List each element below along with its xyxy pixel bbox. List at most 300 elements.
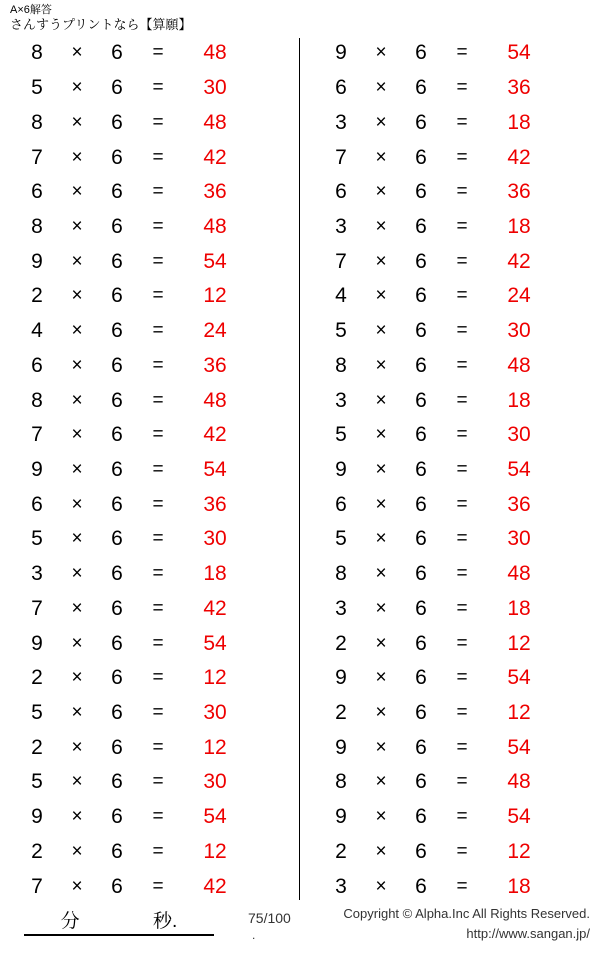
operand-b: 6 <box>415 423 427 447</box>
operand-a: 6 <box>31 353 43 377</box>
equals-icon: = <box>152 702 164 724</box>
operand-a: 8 <box>335 562 347 586</box>
operand-b: 6 <box>111 110 123 134</box>
times-icon: × <box>71 597 83 619</box>
operand-b: 6 <box>111 492 123 516</box>
problem-row <box>18 869 300 904</box>
operand-a: 9 <box>31 249 43 273</box>
times-icon: × <box>71 181 83 203</box>
column-divider <box>299 38 300 900</box>
times-icon: × <box>71 77 83 99</box>
answer-value: 12 <box>203 284 227 308</box>
times-icon: × <box>375 736 387 758</box>
problem-row <box>18 36 300 71</box>
equals-icon: = <box>456 736 468 758</box>
operand-b: 6 <box>415 527 427 551</box>
operand-b: 6 <box>111 805 123 829</box>
operand-b: 6 <box>415 214 427 238</box>
times-icon: × <box>71 389 83 411</box>
equals-icon: = <box>456 528 468 550</box>
equals-icon: = <box>152 771 164 793</box>
operand-a: 2 <box>335 839 347 863</box>
problem-row <box>18 418 300 453</box>
problem-row <box>322 314 600 349</box>
equals-icon: = <box>152 563 164 585</box>
times-icon: × <box>375 181 387 203</box>
operand-a: 9 <box>31 457 43 481</box>
operand-a: 3 <box>335 388 347 412</box>
answer-value: 48 <box>507 562 531 586</box>
operand-b: 6 <box>111 249 123 273</box>
page-title: A×6解答 <box>10 4 52 16</box>
equals-icon: = <box>152 285 164 307</box>
answer-value: 36 <box>203 180 227 204</box>
operand-b: 6 <box>111 701 123 725</box>
operand-a: 4 <box>31 319 43 343</box>
answer-value: 30 <box>507 423 531 447</box>
problem-row <box>18 348 300 383</box>
operand-b: 6 <box>111 76 123 100</box>
answer-value: 36 <box>203 492 227 516</box>
times-icon: × <box>375 77 387 99</box>
operand-b: 6 <box>415 41 427 65</box>
equals-icon: = <box>152 632 164 654</box>
seconds-label: 秒. <box>153 910 178 932</box>
equals-icon: = <box>456 250 468 272</box>
problem-columns <box>0 36 600 904</box>
answer-value: 30 <box>507 527 531 551</box>
operand-b: 6 <box>415 319 427 343</box>
operand-a: 3 <box>31 562 43 586</box>
page-footer <box>0 900 600 954</box>
times-icon: × <box>375 493 387 515</box>
times-icon: × <box>375 632 387 654</box>
problem-row <box>18 210 300 245</box>
problem-row <box>18 383 300 418</box>
equals-icon: = <box>456 667 468 689</box>
problem-row <box>322 71 600 106</box>
problem-row <box>322 487 600 522</box>
problem-row <box>18 244 300 279</box>
times-icon: × <box>71 840 83 862</box>
operand-b: 6 <box>415 353 427 377</box>
operand-b: 6 <box>415 666 427 690</box>
operand-a: 9 <box>335 735 347 759</box>
problem-row <box>322 557 600 592</box>
times-icon: × <box>375 320 387 342</box>
times-icon: × <box>71 875 83 897</box>
operand-a: 2 <box>335 701 347 725</box>
answer-value: 30 <box>203 701 227 725</box>
times-icon: × <box>71 424 83 446</box>
problem-row <box>18 279 300 314</box>
operand-b: 6 <box>111 527 123 551</box>
problem-row <box>18 314 300 349</box>
operand-b: 6 <box>415 457 427 481</box>
operand-a: 9 <box>335 41 347 65</box>
answer-value: 12 <box>507 839 531 863</box>
equals-icon: = <box>456 493 468 515</box>
equals-icon: = <box>152 215 164 237</box>
answer-value: 54 <box>203 805 227 829</box>
answer-value: 12 <box>507 631 531 655</box>
problem-column-left <box>0 36 300 904</box>
times-icon: × <box>375 111 387 133</box>
operand-b: 6 <box>415 492 427 516</box>
operand-a: 7 <box>335 249 347 273</box>
equals-icon: = <box>152 77 164 99</box>
answer-value: 48 <box>507 770 531 794</box>
answer-value: 54 <box>203 457 227 481</box>
operand-b: 6 <box>415 180 427 204</box>
problem-row <box>18 105 300 140</box>
operand-a: 8 <box>31 110 43 134</box>
problem-row <box>18 487 300 522</box>
times-icon: × <box>71 771 83 793</box>
problem-row <box>322 800 600 835</box>
operand-a: 9 <box>31 805 43 829</box>
times-icon: × <box>375 806 387 828</box>
equals-icon: = <box>456 875 468 897</box>
answer-value: 42 <box>507 249 531 273</box>
answer-value: 54 <box>507 735 531 759</box>
equals-icon: = <box>456 285 468 307</box>
times-icon: × <box>71 42 83 64</box>
operand-a: 7 <box>31 874 43 898</box>
equals-icon: = <box>456 146 468 168</box>
operand-a: 5 <box>335 423 347 447</box>
answer-value: 36 <box>507 76 531 100</box>
equals-icon: = <box>456 563 468 585</box>
times-icon: × <box>375 667 387 689</box>
problem-row <box>18 522 300 557</box>
operand-b: 6 <box>415 562 427 586</box>
operand-b: 6 <box>111 562 123 586</box>
answer-value: 18 <box>507 874 531 898</box>
operand-b: 6 <box>111 214 123 238</box>
equals-icon: = <box>456 702 468 724</box>
operand-b: 6 <box>111 631 123 655</box>
operand-a: 9 <box>335 666 347 690</box>
times-icon: × <box>375 597 387 619</box>
equals-icon: = <box>152 42 164 64</box>
copyright-text: Copyright © Alpha.Inc All Rights Reserved. <box>343 906 590 921</box>
problem-row <box>322 730 600 765</box>
answer-value: 54 <box>203 249 227 273</box>
operand-a: 5 <box>31 701 43 725</box>
times-icon: × <box>71 493 83 515</box>
answer-value: 54 <box>507 805 531 829</box>
problem-row <box>322 418 600 453</box>
operand-b: 6 <box>415 284 427 308</box>
times-icon: × <box>71 528 83 550</box>
answer-value: 18 <box>507 596 531 620</box>
equals-icon: = <box>456 597 468 619</box>
equals-icon: = <box>152 736 164 758</box>
operand-b: 6 <box>415 110 427 134</box>
operand-b: 6 <box>111 180 123 204</box>
problem-row <box>18 71 300 106</box>
times-icon: × <box>71 667 83 689</box>
operand-a: 5 <box>335 527 347 551</box>
equals-icon: = <box>152 146 164 168</box>
operand-b: 6 <box>111 596 123 620</box>
problem-row <box>322 36 600 71</box>
page-header <box>10 4 191 33</box>
operand-a: 8 <box>31 214 43 238</box>
times-icon: × <box>71 702 83 724</box>
times-icon: × <box>71 111 83 133</box>
problem-row <box>18 800 300 835</box>
problem-row <box>322 661 600 696</box>
equals-icon: = <box>152 111 164 133</box>
equals-icon: = <box>456 424 468 446</box>
equals-icon: = <box>456 806 468 828</box>
equals-icon: = <box>456 840 468 862</box>
operand-a: 6 <box>31 492 43 516</box>
answer-value: 36 <box>507 492 531 516</box>
operand-a: 6 <box>335 76 347 100</box>
operand-a: 7 <box>31 423 43 447</box>
equals-icon: = <box>152 320 164 342</box>
operand-b: 6 <box>111 770 123 794</box>
operand-b: 6 <box>415 76 427 100</box>
problem-row <box>18 696 300 731</box>
equals-icon: = <box>152 840 164 862</box>
operand-b: 6 <box>415 631 427 655</box>
operand-a: 2 <box>31 839 43 863</box>
problem-row <box>322 105 600 140</box>
operand-a: 7 <box>31 145 43 169</box>
answer-value: 48 <box>203 214 227 238</box>
answer-value: 30 <box>507 319 531 343</box>
equals-icon: = <box>152 493 164 515</box>
operand-b: 6 <box>415 388 427 412</box>
problem-row <box>18 730 300 765</box>
operand-b: 6 <box>415 249 427 273</box>
answer-value: 18 <box>507 388 531 412</box>
operand-a: 8 <box>31 41 43 65</box>
answer-value: 24 <box>203 319 227 343</box>
times-icon: × <box>375 285 387 307</box>
answer-value: 30 <box>203 76 227 100</box>
times-icon: × <box>375 702 387 724</box>
operand-b: 6 <box>415 735 427 759</box>
equals-icon: = <box>152 806 164 828</box>
times-icon: × <box>71 285 83 307</box>
problem-row <box>322 835 600 870</box>
answer-value: 54 <box>507 41 531 65</box>
operand-a: 3 <box>335 596 347 620</box>
operand-b: 6 <box>111 319 123 343</box>
operand-b: 6 <box>415 805 427 829</box>
page-dot-mark: . <box>252 928 256 942</box>
operand-b: 6 <box>415 145 427 169</box>
problem-row <box>322 244 600 279</box>
times-icon: × <box>71 458 83 480</box>
operand-a: 4 <box>335 284 347 308</box>
problem-row <box>322 626 600 661</box>
answer-value: 42 <box>203 423 227 447</box>
equals-icon: = <box>152 181 164 203</box>
problem-row <box>322 279 600 314</box>
equals-icon: = <box>456 181 468 203</box>
answer-value: 12 <box>203 839 227 863</box>
times-icon: × <box>375 528 387 550</box>
website-url[interactable]: http://www.sangan.jp/ <box>466 926 590 941</box>
operand-b: 6 <box>111 839 123 863</box>
equals-icon: = <box>456 77 468 99</box>
times-icon: × <box>71 354 83 376</box>
problem-row <box>18 453 300 488</box>
operand-a: 6 <box>335 180 347 204</box>
equals-icon: = <box>152 250 164 272</box>
operand-b: 6 <box>415 701 427 725</box>
operand-a: 2 <box>335 631 347 655</box>
answer-value: 48 <box>203 388 227 412</box>
problem-row <box>322 869 600 904</box>
problem-row <box>18 626 300 661</box>
times-icon: × <box>375 354 387 376</box>
answer-value: 12 <box>507 701 531 725</box>
answer-value: 42 <box>507 145 531 169</box>
answer-value: 18 <box>507 110 531 134</box>
operand-b: 6 <box>415 874 427 898</box>
answer-value: 48 <box>507 353 531 377</box>
times-icon: × <box>375 42 387 64</box>
operand-b: 6 <box>111 423 123 447</box>
times-icon: × <box>375 458 387 480</box>
answer-value: 54 <box>507 457 531 481</box>
operand-b: 6 <box>111 353 123 377</box>
answer-value: 48 <box>203 110 227 134</box>
operand-a: 2 <box>31 666 43 690</box>
times-icon: × <box>375 389 387 411</box>
answer-value: 30 <box>203 770 227 794</box>
equals-icon: = <box>456 42 468 64</box>
operand-a: 5 <box>335 319 347 343</box>
operand-a: 2 <box>31 735 43 759</box>
times-icon: × <box>71 632 83 654</box>
operand-a: 2 <box>31 284 43 308</box>
operand-a: 8 <box>31 388 43 412</box>
operand-a: 6 <box>31 180 43 204</box>
problem-row <box>322 140 600 175</box>
answer-value: 42 <box>203 145 227 169</box>
operand-a: 8 <box>335 353 347 377</box>
problem-row <box>18 140 300 175</box>
problem-row <box>18 765 300 800</box>
times-icon: × <box>375 875 387 897</box>
answer-value: 36 <box>507 180 531 204</box>
operand-b: 6 <box>111 666 123 690</box>
time-entry-field[interactable] <box>24 904 214 936</box>
times-icon: × <box>375 563 387 585</box>
operand-b: 6 <box>111 284 123 308</box>
answer-value: 42 <box>203 596 227 620</box>
answer-value: 54 <box>507 666 531 690</box>
equals-icon: = <box>456 111 468 133</box>
operand-a: 7 <box>335 145 347 169</box>
times-icon: × <box>375 250 387 272</box>
times-icon: × <box>375 771 387 793</box>
operand-b: 6 <box>111 457 123 481</box>
equals-icon: = <box>152 667 164 689</box>
operand-b: 6 <box>111 145 123 169</box>
operand-a: 9 <box>335 457 347 481</box>
operand-b: 6 <box>415 770 427 794</box>
problem-row <box>18 835 300 870</box>
page-subtitle: さんすうプリントなら【算願】 <box>10 16 192 32</box>
equals-icon: = <box>152 354 164 376</box>
equals-icon: = <box>152 597 164 619</box>
equals-icon: = <box>456 389 468 411</box>
problem-row <box>322 696 600 731</box>
page-number: 75/100 <box>248 910 291 926</box>
answer-value: 30 <box>203 527 227 551</box>
answer-value: 48 <box>203 41 227 65</box>
times-icon: × <box>375 424 387 446</box>
equals-icon: = <box>456 771 468 793</box>
equals-icon: = <box>152 424 164 446</box>
equals-icon: = <box>456 320 468 342</box>
equals-icon: = <box>456 354 468 376</box>
problem-row <box>322 210 600 245</box>
problem-row <box>322 522 600 557</box>
times-icon: × <box>375 840 387 862</box>
operand-a: 7 <box>31 596 43 620</box>
answer-value: 18 <box>507 214 531 238</box>
operand-a: 3 <box>335 214 347 238</box>
operand-a: 5 <box>31 76 43 100</box>
times-icon: × <box>71 806 83 828</box>
operand-b: 6 <box>415 596 427 620</box>
problem-row <box>18 592 300 627</box>
problem-row <box>18 557 300 592</box>
equals-icon: = <box>152 528 164 550</box>
times-icon: × <box>375 146 387 168</box>
operand-b: 6 <box>111 874 123 898</box>
times-icon: × <box>71 563 83 585</box>
answer-value: 12 <box>203 666 227 690</box>
equals-icon: = <box>456 458 468 480</box>
equals-icon: = <box>456 215 468 237</box>
answer-value: 42 <box>203 874 227 898</box>
operand-a: 5 <box>31 527 43 551</box>
times-icon: × <box>71 215 83 237</box>
minutes-label: 分 <box>60 910 80 932</box>
problem-row <box>322 453 600 488</box>
equals-icon: = <box>152 875 164 897</box>
answer-value: 12 <box>203 735 227 759</box>
answer-value: 18 <box>203 562 227 586</box>
problem-row <box>322 383 600 418</box>
times-icon: × <box>71 250 83 272</box>
answer-value: 54 <box>203 631 227 655</box>
operand-b: 6 <box>415 839 427 863</box>
answer-value: 36 <box>203 353 227 377</box>
times-icon: × <box>71 736 83 758</box>
problem-row <box>18 175 300 210</box>
answer-value: 24 <box>507 284 531 308</box>
operand-a: 5 <box>31 770 43 794</box>
operand-a: 9 <box>31 631 43 655</box>
equals-icon: = <box>152 458 164 480</box>
problem-column-right <box>300 36 600 904</box>
operand-b: 6 <box>111 388 123 412</box>
times-icon: × <box>71 320 83 342</box>
equals-icon: = <box>152 389 164 411</box>
